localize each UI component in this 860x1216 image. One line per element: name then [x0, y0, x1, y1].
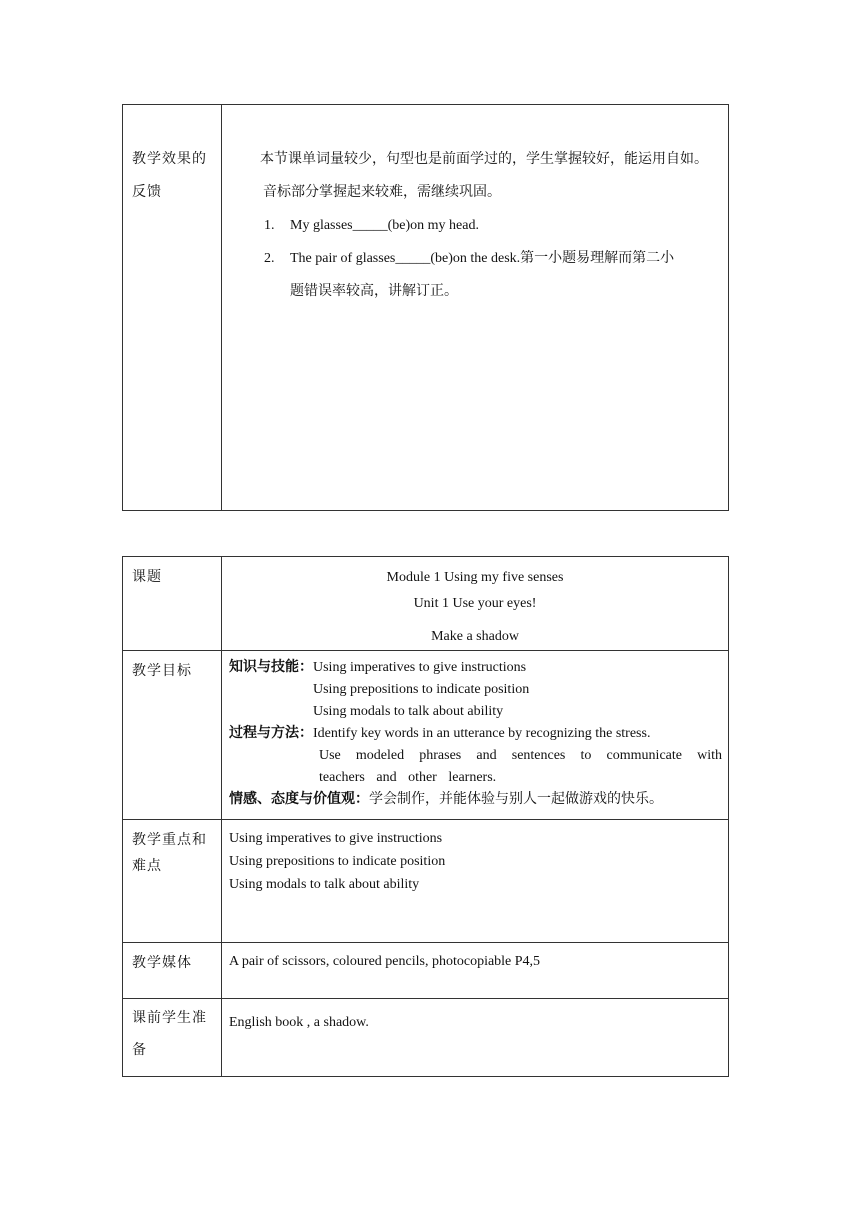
goal-knowledge-line-2: Using prepositions to indicate position [313, 682, 530, 697]
feedback-item-2: 2. The pair of glasses_____(be)on the desk.第一小题易理解而第二小 [264, 251, 675, 266]
feedback-paragraph-1: 本节课单词量较少，句型也是前面学过的，学生掌握较好，能运用自如。 [260, 152, 708, 167]
media-label: 教学媒体 [132, 956, 192, 971]
goal-process-line: 过程与方法：Identify key words in an utterance by recognizing the stress. [229, 726, 651, 741]
feedback-paragraph-2: 音标部分掌握起来较难，需继续巩固。 [263, 185, 501, 200]
feedback-table [122, 104, 729, 511]
key-point-2: Using prepositions to indicate position [229, 854, 446, 869]
topic-label: 课题 [132, 570, 162, 585]
key-point-1: Using imperatives to give instructions [229, 831, 443, 846]
lesson-plan-table [122, 556, 729, 1077]
feedback-item-1: 1. My glasses_____(be)on my head. [264, 218, 479, 233]
goals-cell [222, 651, 729, 820]
prep-label: 课前学生准备 [132, 1011, 207, 1058]
key-label: 教学重点和难点 [132, 833, 207, 874]
goal-process-line-2: Use modeled phrases and sentences to communicate with teachers and other learners. [319, 748, 722, 785]
goals-label: 教学目标 [132, 664, 192, 679]
topic-unit: Unit 1 Use your eyes! [413, 596, 537, 611]
topic-cell [222, 557, 729, 651]
feedback-content-cell [222, 105, 729, 511]
key-point-3: Using modals to talk about ability [229, 877, 420, 892]
goal-knowledge-heading: 知识与技能： [229, 660, 313, 675]
key-label-cell [123, 820, 222, 943]
goal-knowledge-line: 知识与技能：Using imperatives to give instructions [229, 660, 527, 675]
media-cell [222, 943, 729, 999]
topic-lesson: Make a shadow [431, 629, 519, 644]
key-cell [222, 820, 729, 943]
media-text: A pair of scissors, coloured pencils, photocopiable P4,5 [229, 954, 541, 969]
goal-emotion-line: 情感、态度与价值观：学会制作，并能体验与别人一起做游戏的快乐。 [229, 792, 663, 807]
media-label-cell [123, 943, 222, 999]
goals-label-cell [123, 651, 222, 820]
feedback-item-2-continued: 题错误率较高，讲解订正。 [290, 284, 458, 299]
goal-emotion-heading: 情感、态度与价值观： [229, 792, 369, 807]
topic-label-cell [123, 557, 222, 651]
goal-process-heading: 过程与方法： [229, 726, 313, 741]
feedback-label: 教学效果的反馈 [132, 152, 207, 200]
prep-label-cell [123, 999, 222, 1077]
feedback-label-cell [123, 105, 222, 511]
goal-knowledge-line-3: Using modals to talk about ability [313, 704, 504, 719]
topic-module: Module 1 Using my five senses [386, 570, 564, 585]
prep-cell [222, 999, 729, 1077]
prep-text: English book , a shadow. [229, 1015, 369, 1030]
